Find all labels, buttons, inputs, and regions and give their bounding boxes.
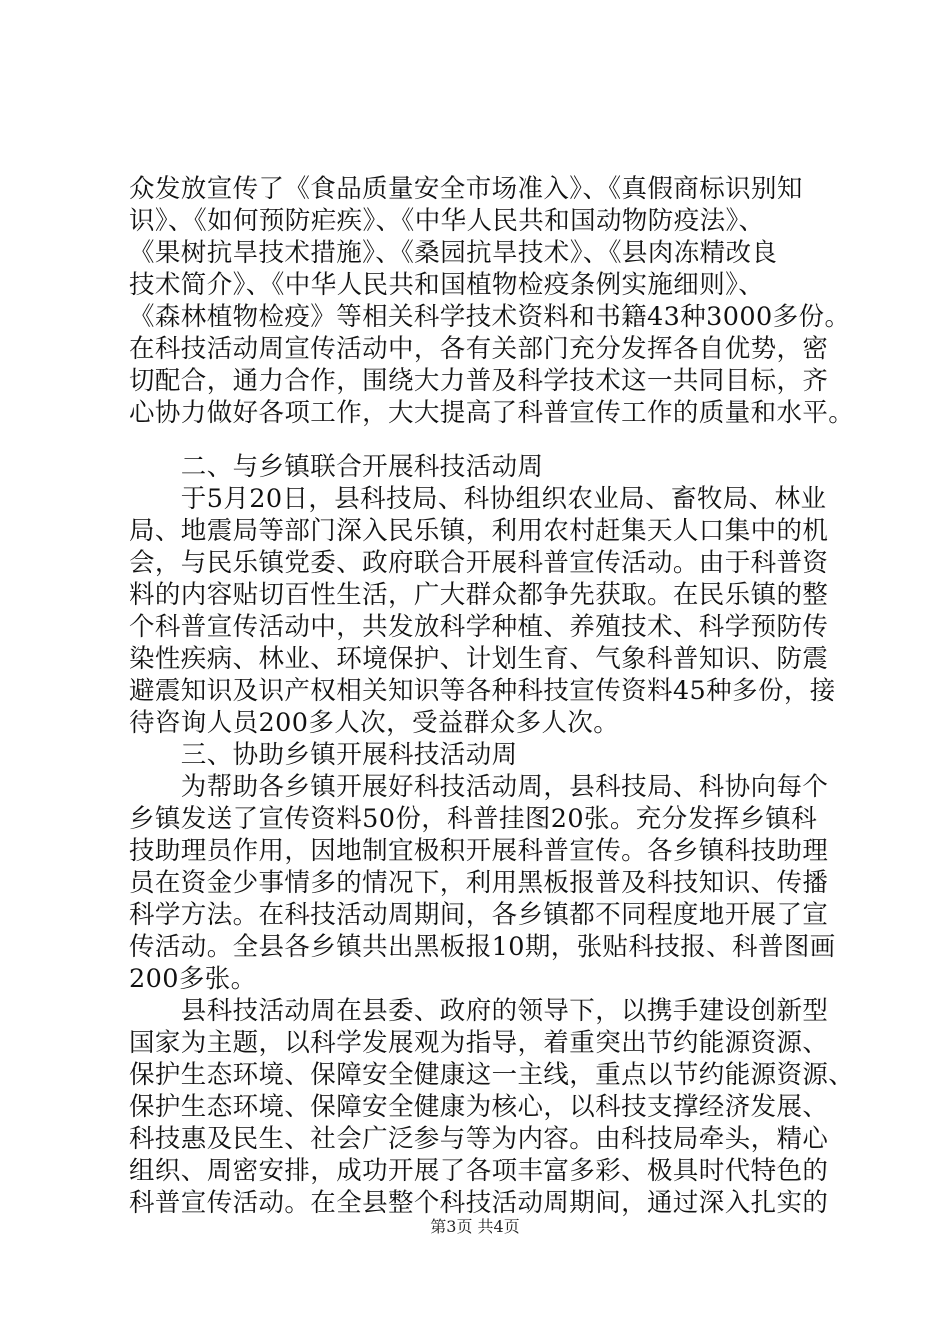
text-line: 染性疾病、林业、环境保护、计划生育、气象科普知识、防震 (129, 644, 829, 674)
text-line: 传活动。全县各乡镇共出黑板报10期，张贴科技报、科普图画 (129, 932, 836, 962)
page-footer: 第3页 共4页 (430, 1217, 520, 1236)
section-heading: 二、与乡镇联合开展科技活动周 (129, 452, 544, 482)
text-line: 员在资金少事情多的情况下，利用黑板报普及科技知识、传播 (129, 868, 829, 898)
text-line: 科技惠及民生、社会广泛参与等为内容。由科技局牵头，精心 (129, 1124, 829, 1154)
text-line: 识》、《如何预防疟疾》、《中华人民共和国动物防疫法》、 (129, 206, 765, 236)
text-line: 国家为主题，以科学发展观为指导，着重突出节约能源资源、 (129, 1028, 829, 1058)
text-line: 技术简介》、《中华人民共和国植物检疫条例实施细则》、 (129, 270, 765, 300)
text-line: 于5月20日，县科技局、科协组织农业局、畜牧局、林业 (129, 484, 827, 514)
text-line: 会，与民乐镇党委、政府联合开展科普宣传活动。由于科普资 (129, 548, 829, 578)
text-line: 料的内容贴切百性生活，广大群众都争先获取。在民乐镇的整 (129, 580, 829, 610)
text-line: 县科技活动周在县委、政府的领导下，以携手建设创新型 (129, 996, 829, 1026)
text-line: 避震知识及识产权相关知识等各种科技宣传资料45种多份，接 (129, 676, 836, 706)
text-line: 《果树抗旱技术措施》、《桑园抗旱技术》、《县肉冻精改良 (129, 238, 778, 268)
text-line: 《森林植物检疫》等相关科学技术资料和书籍43种3000多份。 (129, 302, 851, 332)
text-line: 为帮助各乡镇开展好科技活动周，县科技局、科协向每个 (129, 772, 829, 802)
text-line: 科普宣传活动。在全县整个科技活动周期间，通过深入扎实的 (129, 1188, 829, 1218)
text-line: 200多张。 (129, 964, 257, 994)
text-line: 乡镇发送了宣传资料50份，科普挂图20张。充分发挥乡镇科 (129, 804, 818, 834)
section-heading: 三、协助乡镇开展科技活动周 (129, 740, 518, 770)
text-line: 在科技活动周宣传活动中，各有关部门充分发挥各自优势，密 (129, 334, 829, 364)
text-line: 个科普宣传活动中，共发放科学种植、养殖技术、科学预防传 (129, 612, 829, 642)
text-line: 待咨询人员200多人次，受益群众多人次。 (129, 708, 620, 738)
text-line: 心协力做好各项工作，大大提高了科普宣传工作的质量和水平。 (129, 398, 855, 428)
text-line: 保护生态环境、保障安全健康为核心，以科技支撑经济发展、 (129, 1092, 829, 1122)
text-line: 众发放宣传了《食品质量安全市场准入》、《真假商标识别知 (129, 174, 803, 204)
text-line: 保护生态环境、保障安全健康这一主线，重点以节约能源资源、 (129, 1060, 855, 1090)
text-line: 组织、周密安排，成功开展了各项丰富多彩、极具时代特色的 (129, 1156, 829, 1186)
text-line: 技助理员作用，因地制宜极积开展科普宣传。各乡镇科技助理 (129, 836, 829, 866)
text-line: 科学方法。在科技活动周期间，各乡镇都不同程度地开展了宣 (129, 900, 829, 930)
text-line: 局、地震局等部门深入民乐镇，利用农村赶集天人口集中的机 (129, 516, 829, 546)
text-line: 切配合，通力合作，围绕大力普及科学技术这一共同目标，齐 (129, 366, 829, 396)
